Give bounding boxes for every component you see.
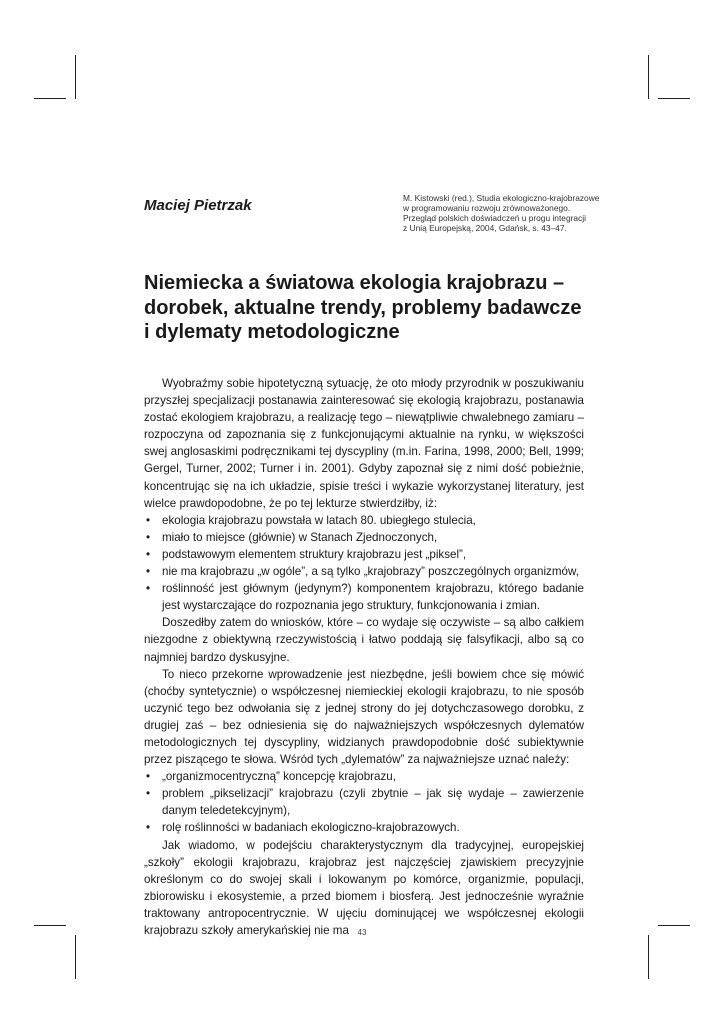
- bullet-list: [144, 512, 584, 615]
- bullet-list: [144, 768, 584, 836]
- crop-mark-top-left-horizontal: [34, 98, 66, 99]
- citation-note: [403, 193, 603, 233]
- crop-mark-bottom-left-vertical: [75, 935, 76, 979]
- list-item: • nie ma krajobrazu „w ogóle”, a są tylko „krajobrazy” poszczególnych organizmów,: [144, 563, 584, 580]
- paragraph: To nieco przekorne wprowadzenie jest niezbędne, jeśli bowiem chce się mówić (choćby syntetycznie) o współczesnej niemieckiej ekologii krajobrazu, to nie sposób uczynić tego bez odwołania się z jednej strony do jej dotychczasowego dorobku, z drugiej zaś – bez odniesienia się do najważniejszych współczesnych dylematów metodologicznych tej dyscypliny, widzianych prawdopodobnie dość subiektywnie przez piszącego te słowa. Wśród tych „dylematów” za najważniejsze uznać należy:: [144, 667, 584, 767]
- list-item: • roślinność jest głównym (jedynym?) komponentem krajobrazu, którego badanie jest wystarczające do rozpoznania jego struktury, funkcjonowania i zmian.: [144, 580, 584, 614]
- crop-mark-top-left-vertical: [75, 55, 76, 99]
- crop-mark-bottom-left-horizontal: [34, 925, 66, 926]
- list-item: • rolę roślinności w badaniach ekologiczno-krajobrazowych.: [144, 819, 584, 836]
- list-item: • miało to miejsce (głównie) w Stanach Zjednoczonych,: [144, 529, 584, 546]
- crop-mark-top-right-horizontal: [658, 98, 690, 99]
- citation-line: M. Kistowski (red.), Studia ekologiczno-krajobrazowe: [403, 193, 600, 203]
- article-title: [144, 271, 604, 345]
- crop-mark-bottom-right-horizontal: [658, 925, 690, 926]
- list-item: • „organizmocentryczną” koncepcję krajobrazu,: [144, 768, 584, 785]
- crop-mark-bottom-right-vertical: [648, 935, 649, 979]
- author-name: Maciej Pietrzak: [144, 197, 252, 214]
- citation-line: z Unią Europejską, 2004, Gdańsk, s. 43–47.: [403, 223, 567, 233]
- paragraph: Jak wiadomo, w podejściu charakterystycznym dla tradycyjnej, europejskiej „szkoły” ekologii krajobrazu, krajobraz jest najczęściej zjawiskiem precyzyjnie określonym co do swojej skali i lokowanym po komórce, organizmie, populacji, zbiorowisku i ekosystemie, a przed biomem i biosferą. Jest jednocześnie wyraźnie traktowany antropocentrycznie. W ujęciu dominującej we współczesnej ekologii krajobrazu szkoły amerykańskiej nie ma: [144, 838, 584, 937]
- crop-mark-top-right-vertical: [648, 55, 649, 99]
- page-number: 43: [357, 928, 367, 937]
- paragraph: Wyobraźmy sobie hipotetyczną sytuację, że oto młody przyrodnik w poszukiwaniu przyszłej specjalizacji postanawia zainteresować się ekologią krajobrazu, postanawia zostać ekologiem krajobrazu, a realizację tego – niewątpliwie chwalebnego zamiaru – rozpoczyna od zapoznania się z funkcjonującymi aktualnie na rynku, w większości swej anglosaskimi podręcznikami tej dyscypliny (m.in. Farina, 1998, 2000; Bell, 1999; Gergel, Turner, 2002; Turner i in. 2001). Gdyby zapoznał się z nimi dość pobieżnie, koncentrując się na ich układzie, spisie treści i wykazie wykorzystanej literatury, jest wielce prawdopodobne, że po tej lekturze stwierdziłby, iż:: [144, 377, 584, 510]
- list-item: • problem „pikselizacji” krajobrazu (czyli zbytnie – jak się wydaje – zawierzenie danym teledetekcyjnym),: [144, 785, 584, 819]
- citation-line: w programowaniu rozwoju zrównoważonego.: [403, 203, 571, 213]
- list-item: • podstawowym elementem struktury krajobrazu jest „piksel”,: [144, 546, 584, 563]
- list-item: • ekologia krajobrazu powstała w latach 80. ubiegłego stulecia,: [144, 512, 584, 529]
- title-line: Niemiecka a światowa ekologia krajobrazu –: [144, 272, 565, 294]
- article-body: [144, 375, 584, 939]
- title-line: i dylematy metodologiczne: [144, 321, 400, 343]
- paragraph: Doszedłby zatem do wniosków, które – co wydaje się oczywiste – są albo całkiem niezgodne z obiektywną rzeczywistością i łatwo poddają się falsyfikacji, albo są co najmniej bardzo dyskusyjne.: [144, 616, 584, 664]
- citation-line: Przegląd polskich doświadczeń u progu integracji: [403, 213, 586, 223]
- title-line: dorobek, aktualne trendy, problemy badawcze: [144, 296, 582, 319]
